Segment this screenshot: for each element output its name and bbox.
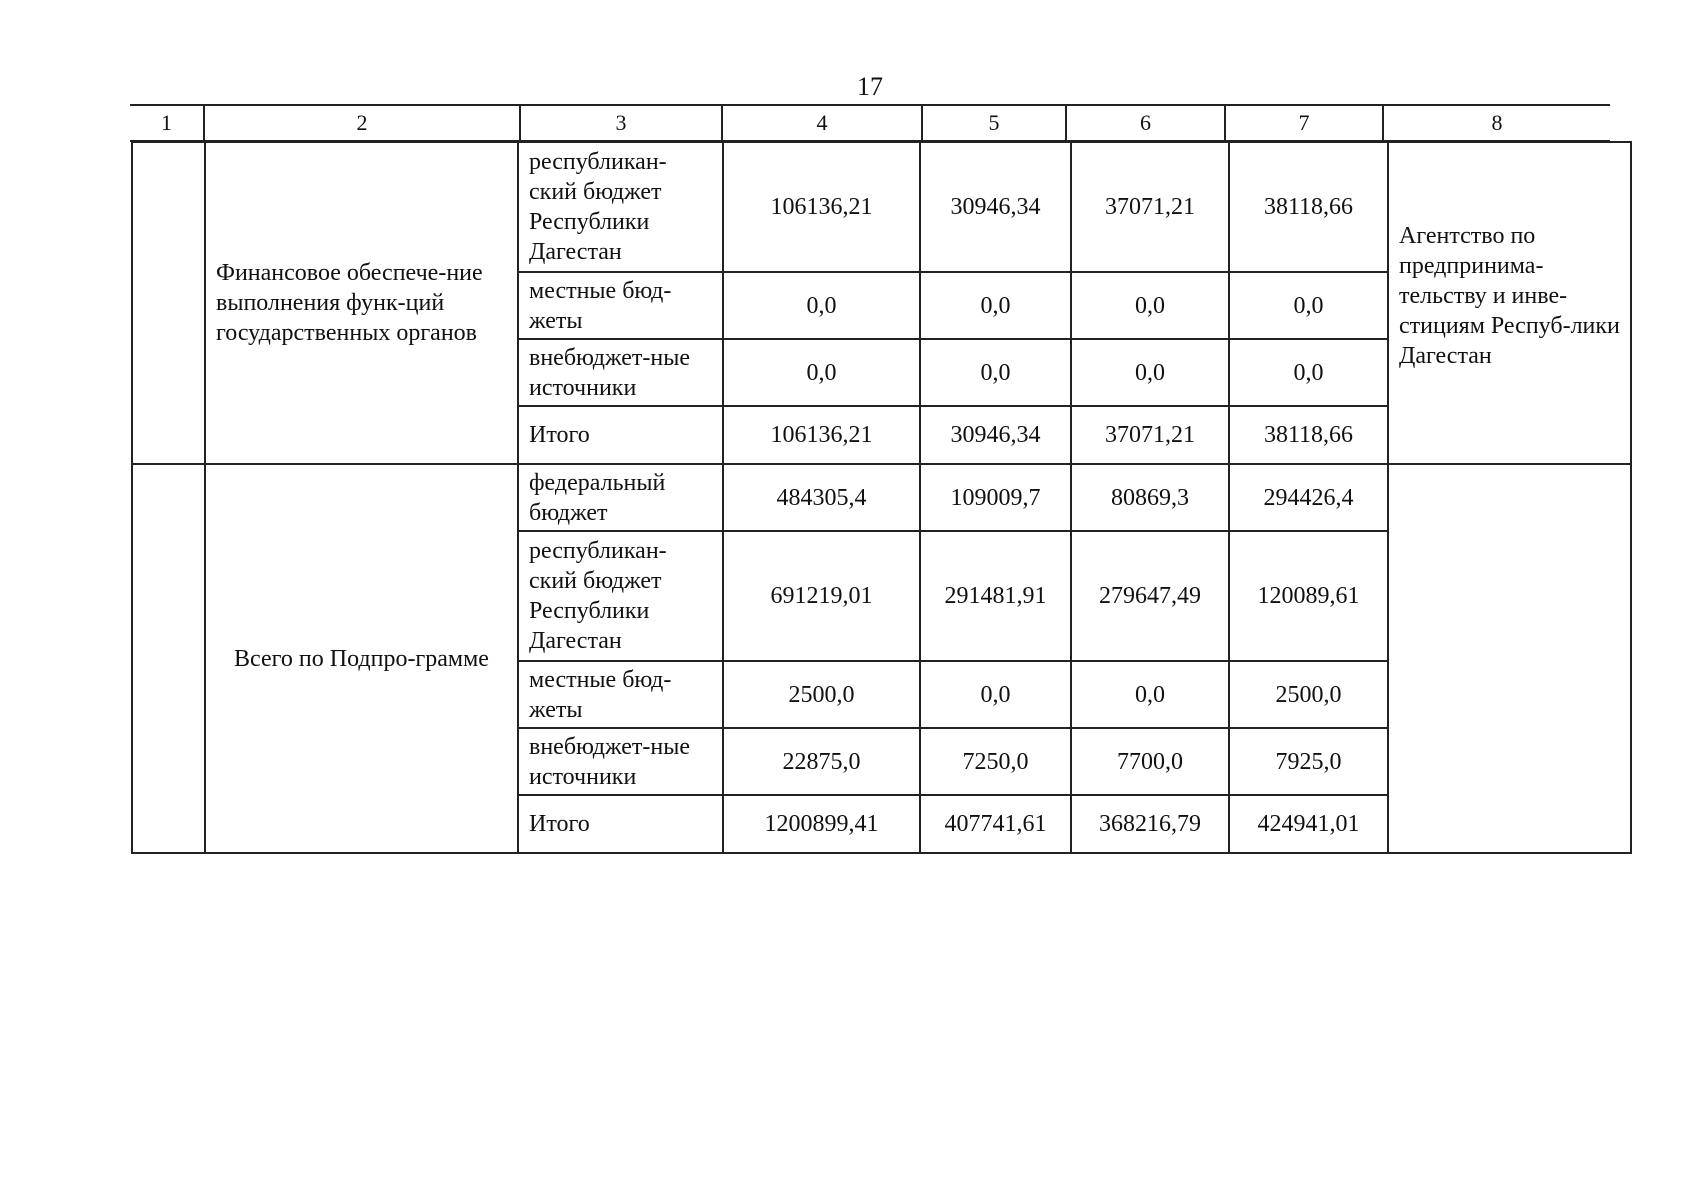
- funding-source: местные бюд-жеты: [518, 272, 723, 339]
- value-cell: 0,0: [1071, 661, 1229, 728]
- value-cell: 291481,91: [920, 531, 1071, 661]
- financing-table: [131, 141, 1632, 854]
- value-cell: 1200899,41: [723, 795, 920, 853]
- column-header: 1: [161, 110, 172, 135]
- funding-source: местные бюд-жеты: [518, 661, 723, 728]
- value-cell: 7250,0: [920, 728, 1071, 795]
- column-header: 2: [203, 106, 519, 140]
- value-cell: 407741,61: [920, 795, 1071, 853]
- row-number-cell: [132, 142, 205, 464]
- value-cell: 0,0: [1071, 339, 1229, 406]
- funding-source: Итого: [518, 795, 723, 853]
- value-cell: 484305,4: [723, 464, 920, 531]
- row-number-cell: [132, 464, 205, 853]
- value-cell: 0,0: [1229, 272, 1388, 339]
- column-header: 6: [1065, 106, 1224, 140]
- value-cell: 30946,34: [920, 406, 1071, 464]
- value-cell: 7700,0: [1071, 728, 1229, 795]
- value-cell: 368216,79: [1071, 795, 1229, 853]
- table-row: [132, 142, 1631, 272]
- value-cell: 22875,0: [723, 728, 920, 795]
- value-cell: 279647,49: [1071, 531, 1229, 661]
- subprogram-total-label: Всего по Подпро-грамме: [205, 464, 518, 853]
- value-cell: 80869,3: [1071, 464, 1229, 531]
- executor-cell: [1388, 464, 1631, 853]
- value-cell: 37071,21: [1071, 142, 1229, 272]
- value-cell: 109009,7: [920, 464, 1071, 531]
- value-cell: 38118,66: [1229, 142, 1388, 272]
- value-cell: 294426,4: [1229, 464, 1388, 531]
- value-cell: 2500,0: [1229, 661, 1388, 728]
- value-cell: 0,0: [920, 661, 1071, 728]
- column-number-header: [130, 104, 1610, 142]
- value-cell: 0,0: [1071, 272, 1229, 339]
- funding-source: внебюджет-ные источники: [518, 728, 723, 795]
- value-cell: 0,0: [723, 272, 920, 339]
- funding-source: федеральный бюджет: [518, 464, 723, 531]
- value-cell: 0,0: [723, 339, 920, 406]
- measure-name: Финансовое обеспече-ние выполнения функ-ций государственных органов: [205, 142, 518, 464]
- value-cell: 120089,61: [1229, 531, 1388, 661]
- value-cell: 106136,21: [723, 406, 920, 464]
- funding-source: республикан-ский бюджет Республики Дагестан: [518, 142, 723, 272]
- value-cell: 424941,01: [1229, 795, 1388, 853]
- value-cell: 0,0: [920, 339, 1071, 406]
- value-cell: 691219,01: [723, 531, 920, 661]
- value-cell: 37071,21: [1071, 406, 1229, 464]
- table-row: [132, 464, 1631, 531]
- funding-source: Итого: [518, 406, 723, 464]
- value-cell: 0,0: [1229, 339, 1388, 406]
- column-header: 5: [921, 106, 1065, 140]
- column-header: 4: [721, 106, 921, 140]
- value-cell: 2500,0: [723, 661, 920, 728]
- value-cell: 7925,0: [1229, 728, 1388, 795]
- value-cell: 0,0: [920, 272, 1071, 339]
- column-header: 7: [1224, 106, 1382, 140]
- page-number: 17: [857, 72, 883, 101]
- column-header: 8: [1382, 106, 1610, 140]
- funding-source: республикан-ский бюджет Республики Дагестан: [518, 531, 723, 661]
- executor-cell: Агентство по предпринима-тельству и инве-стициям Респуб-лики Дагестан: [1388, 142, 1631, 464]
- value-cell: 106136,21: [723, 142, 920, 272]
- funding-source: внебюджет-ные источники: [518, 339, 723, 406]
- column-header: 3: [519, 106, 721, 140]
- value-cell: 38118,66: [1229, 406, 1388, 464]
- value-cell: 30946,34: [920, 142, 1071, 272]
